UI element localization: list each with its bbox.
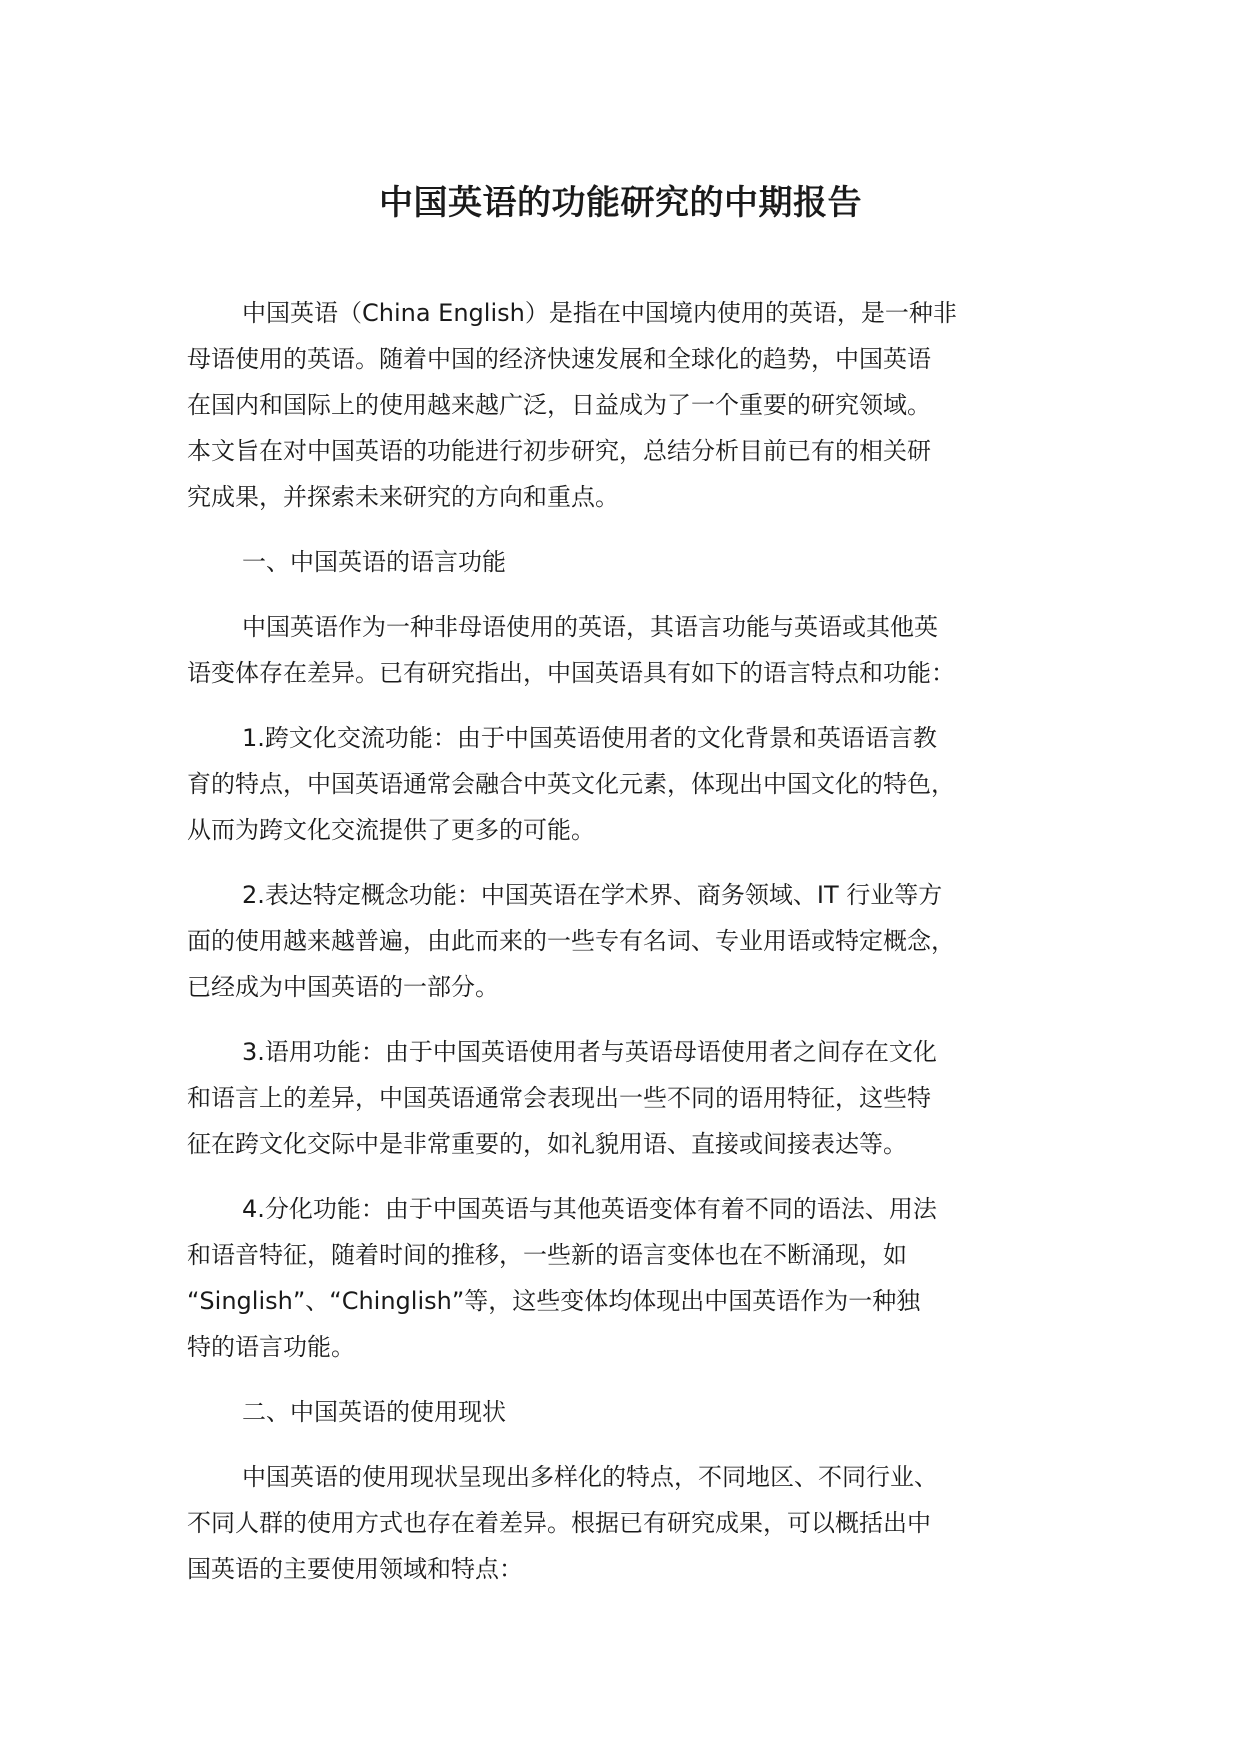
text-line: 中国英语作为一种非母语使用的英语，其语言功能与英语或其他英 bbox=[242, 613, 938, 641]
text-line: 母语使用的英语。随着中国的经济快速发展和全球化的趋势，中国英语 bbox=[187, 345, 931, 373]
text-line: “Singlish”、“Chinglish”等，这些变体均体现出中国英语作为一种独 bbox=[187, 1287, 921, 1315]
text-line: 中国英语（China English）是指在中国境内使用的英语，是一种非 bbox=[242, 299, 957, 327]
text-line: 4.分化功能：由于中国英语与其他英语变体有着不同的语法、用法 bbox=[242, 1195, 937, 1223]
text-line: 和语言上的差异，中国英语通常会表现出一些不同的语用特征，这些特 bbox=[187, 1084, 931, 1112]
text-line: 育的特点，中国英语通常会融合中英文化元素，体现出中国文化的特色， bbox=[187, 770, 955, 798]
document-body bbox=[187, 290, 1087, 1611]
text-line: 中国英语的使用现状呈现出多样化的特点，不同地区、不同行业、 bbox=[242, 1463, 938, 1491]
text-line: 已经成为中国英语的一部分。 bbox=[187, 973, 499, 1001]
text-line: 本文旨在对中国英语的功能进行初步研究，总结分析目前已有的相关研 bbox=[187, 437, 931, 465]
text-line: 从而为跨文化交流提供了更多的可能。 bbox=[187, 816, 595, 844]
section-heading: 一、中国英语的语言功能 bbox=[242, 548, 506, 576]
text-line: 语变体存在差异。已有研究指出，中国英语具有如下的语言特点和功能： bbox=[187, 659, 955, 687]
text-line: 3.语用功能：由于中国英语使用者与英语母语使用者之间存在文化 bbox=[242, 1038, 937, 1066]
section-heading-1 bbox=[187, 539, 1087, 585]
text-line: 不同人群的使用方式也存在着差异。根据已有研究成果，可以概括出中 bbox=[187, 1509, 931, 1537]
list-item-4 bbox=[187, 1186, 1087, 1370]
text-line: 特的语言功能。 bbox=[187, 1333, 355, 1361]
paragraph-language-functions bbox=[187, 604, 1087, 696]
text-line: 究成果，并探索未来研究的方向和重点。 bbox=[187, 483, 619, 511]
section-heading: 二、中国英语的使用现状 bbox=[242, 1398, 506, 1426]
text-line: 在国内和国际上的使用越来越广泛，日益成为了一个重要的研究领域。 bbox=[187, 391, 931, 419]
text-line: 国英语的主要使用领域和特点： bbox=[187, 1555, 523, 1583]
document-title: 中国英语的功能研究的中期报告 bbox=[379, 183, 862, 223]
list-item-2 bbox=[187, 872, 1087, 1010]
text-line: 1.跨文化交流功能：由于中国英语使用者的文化背景和英语语言教 bbox=[242, 724, 937, 752]
text-line: 和语音特征，随着时间的推移，一些新的语言变体也在不断涌现，如 bbox=[187, 1241, 907, 1269]
text-line: 2.表达特定概念功能：中国英语在学术界、商务领域、IT 行业等方 bbox=[242, 881, 943, 909]
list-item-3 bbox=[187, 1029, 1087, 1167]
text-line: 面的使用越来越普遍，由此而来的一些专有名词、专业用语或特定概念， bbox=[187, 927, 955, 955]
list-item-1 bbox=[187, 715, 1087, 853]
section-heading-2 bbox=[187, 1389, 1087, 1435]
paragraph-usage-status bbox=[187, 1454, 1087, 1592]
paragraph-intro bbox=[187, 290, 1087, 520]
text-line: 征在跨文化交际中是非常重要的，如礼貌用语、直接或间接表达等。 bbox=[187, 1130, 907, 1158]
